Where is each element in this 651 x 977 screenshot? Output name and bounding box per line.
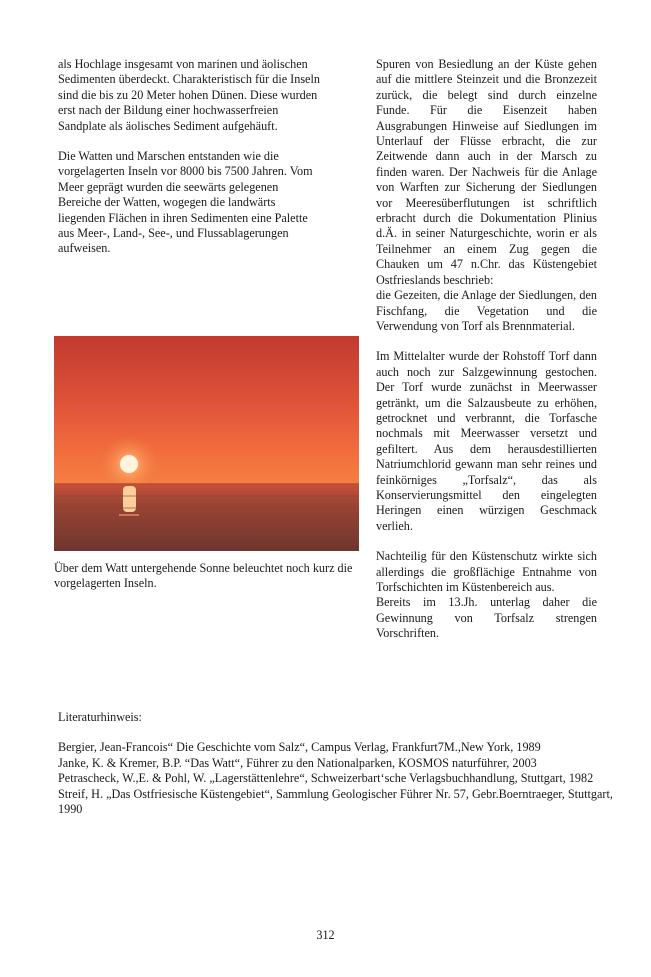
sunset-photo bbox=[54, 336, 359, 551]
reference-item: Janke, K. & Kremer, B.P. “Das Watt“, Führer zu den Nationalparken, KOSMOS naturführer, 2003 bbox=[58, 755, 537, 770]
left-paragraph-1: als Hochlage insgesamt von marinen und äolischen Sedimenten überdeckt. Charakteristisch für die Inseln sind die bis zu 20 Meter hohen Dünen. Diese wurden erst nach der Bildung einer hochwasserfreien Sandplate als äolisches Sediment aufgehäuft. bbox=[58, 57, 320, 133]
page-number: 312 bbox=[316, 928, 335, 942]
right-column bbox=[376, 57, 597, 657]
sea bbox=[54, 484, 359, 551]
left-column bbox=[58, 57, 324, 272]
right-paragraph-5: Bereits im 13.Jh. unterlag daher die Gewinnung von Torfsalz strengen Vorschriften. bbox=[376, 595, 597, 641]
reference-item: Streif, H. „Das Ostfriesische Küstengebiet“, Sammlung Geologischer Führer Nr. 57, Gebr.Boerntraeger, Stuttgart, 1990 bbox=[58, 786, 613, 817]
references-heading: Literaturhinweis: bbox=[58, 710, 142, 724]
photo-caption: Über dem Watt untergehende Sonne beleuchtet noch kurz die vorgelagerten Inseln. bbox=[54, 561, 353, 591]
right-paragraph-1: Spuren von Besiedlung an der Küste gehen auf die mittlere Steinzeit und die Bronzezeit zurück, die belegt sind durch einzelne Funde. Für die Eisenzeit haben Ausgrabungen Hinweise auf Siedlungen im Unterlauf der Flüsse erbracht, die zur Zeitwende dann auch in der Marsch zu finden waren. Der Nachweis für die Anlage von Warften zur Sicherung der Siedlungen vor Meeresüberflutungen ist schriftlich erbracht durch die Dokumentation Plinius d.Ä. in seiner Naturgeschichte, worin er als Teilnehmer an einem Zug gegen die Chauken um 47 n.Chr. das Küstengebiet Ostfrieslands beschrieb: bbox=[376, 57, 597, 287]
reference-item: Bergier, Jean-Francois“ Die Geschichte vom Salz“, Campus Verlag, Frankfurt7M.,New York, 1989 bbox=[58, 740, 541, 755]
sun bbox=[120, 455, 138, 473]
references-section bbox=[58, 710, 618, 817]
right-paragraph-3: Im Mittelalter wurde der Rohstoff Torf dann auch noch zur Salzgewinnung gestochen. Der Torf wurde zunächst in Meerwasser getränkt, um die Salzausbeute zu erhöhen, getrocknet und verbrannt, die Torfasche nochmals mit Meerwasser versetzt und gefiltert. Aus dem herausdestillierten Natriumchlorid gewann man sehr reines und feinkörniges „Torfsalz“, das als Konservierungsmittel den eingelegten Heringen einen würzigen Geschmack verlieh. bbox=[376, 349, 597, 533]
left-paragraph-2: Die Watten und Marschen entstanden wie die vorgelagerten Inseln vor 8000 bis 7500 Jahren. Vom Meer geprägt wurden die seewärts gelegenen Bereiche der Watten, wogegen die landwärts liegenden Flächen in ihren Sedimenten eine Palette aus Meer-, Land-, See-, und Flussablagerungen aufweisen. bbox=[58, 149, 313, 256]
right-paragraph-2: die Gezeiten, die Anlage der Siedlungen, den Fischfang, die Vegetation und die Verwendung von Torf als Brennmaterial. bbox=[376, 288, 597, 333]
right-paragraph-4: Nachteilig für den Küstenschutz wirkte sich allerdings die großflächige Entnahme von Torfschichten im Küstenbereich aus. bbox=[376, 549, 597, 594]
reference-item: Petrascheck, W.,E. & Pohl, W. „Lagerstättenlehre“, Schweizerbart‘sche Verlagsbuchhandlung, Stuttgart, 1982 bbox=[58, 771, 594, 786]
